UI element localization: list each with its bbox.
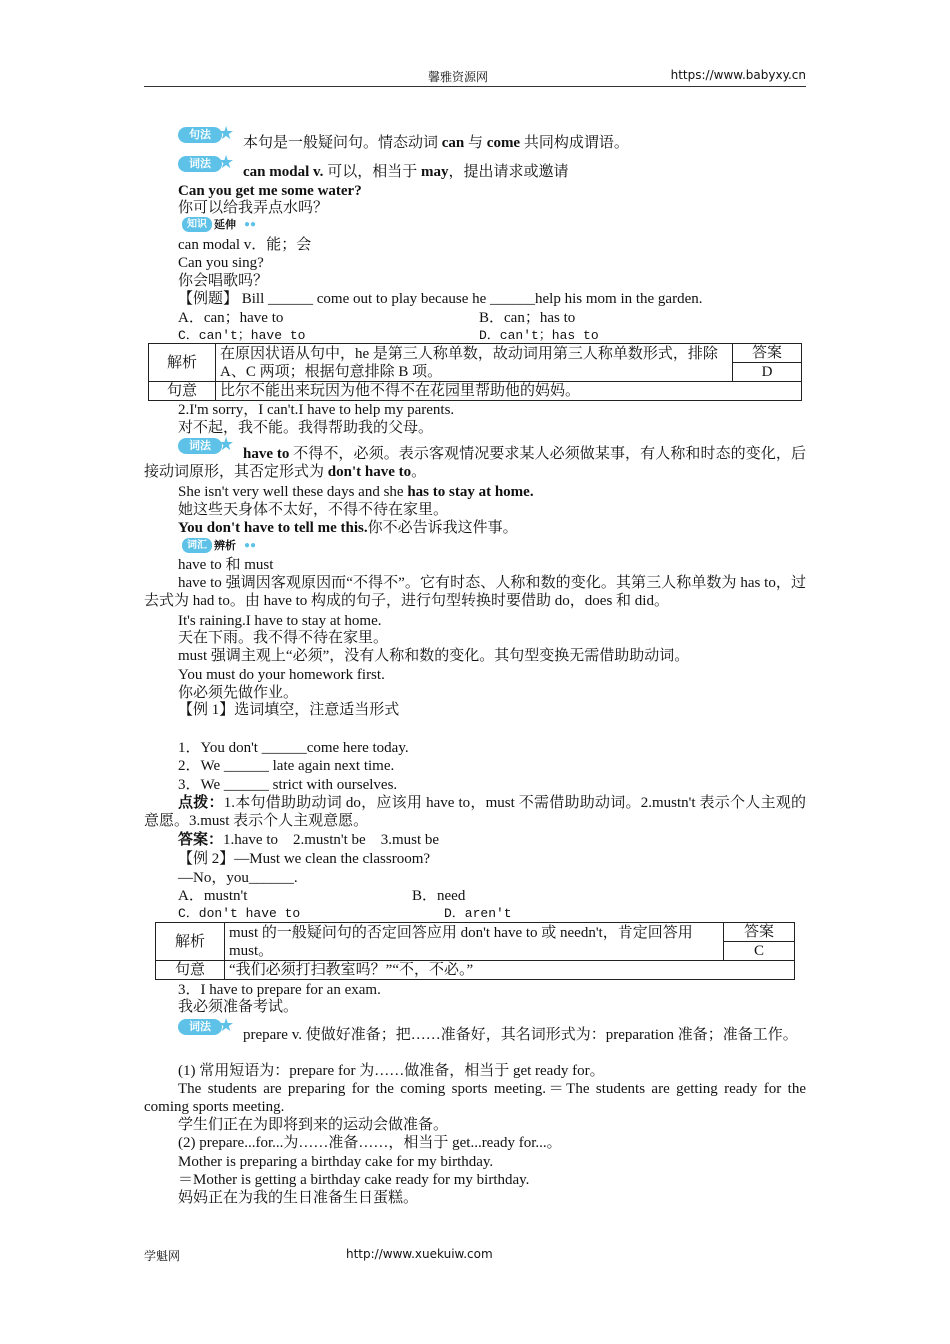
example-1-q1: 1．You don't ______come here today. <box>178 740 409 756</box>
cifa-tag-icon: 词法 ★ <box>178 155 236 173</box>
have-to-example-2: You don't have to tell me this.你不必告诉我这件事。 <box>178 520 518 536</box>
example-2-answer-line: —No，you______. <box>178 870 298 886</box>
cifa-text: can modal v. 可以，相当于 may，提出请求或邀请 <box>243 164 569 180</box>
sentence-3-en: 3．I have to prepare for an exam. <box>178 982 381 998</box>
table-answer: D <box>733 363 802 382</box>
extension-line-2: Can you sing? <box>178 255 264 271</box>
option-d: D．aren't <box>444 906 512 921</box>
prepare-phrase-2: (2) prepare...for...为……准备……，相当于 get...ready for...。 <box>178 1135 562 1151</box>
must-comparison: must 强调主观上“必须”，没有人称和数的变化。其句型变换无需借助助动词。 <box>178 648 690 664</box>
option-b: B．can；has to <box>479 310 576 326</box>
table-analysis: 在原因状语从句中，he 是第三人称单数，故动词用第三人称单数形式，排除 A、C 两项；根据句意排除 B 项。 <box>216 344 733 382</box>
jufa-text: 本句是一般疑问句。情态动词 can 与 come 共同构成谓语。 <box>243 135 629 151</box>
example-1-q3: 3．We ______ strict with ourselves. <box>178 777 398 793</box>
answer-table-2 <box>155 922 795 980</box>
example-1-title: 【例 1】选词填空，注意适当形式 <box>178 702 400 718</box>
jufa-tag-icon: 句法 ★ <box>178 126 236 144</box>
have-to-explanation: have to 不得不，必须。表示客观情况要求某人必须做某事，有人称和时态的变化，后接动词原形，其否定形式为 don't have to。 <box>144 446 806 480</box>
option-a: A．can；have to <box>178 310 284 326</box>
table-meaning: “我们必须打扫教室吗？”“不，不必。” <box>225 961 795 980</box>
have-to-example-1: She isn't very well these days and she has to stay at home. <box>178 484 534 500</box>
table-label-jiexi: 解析 <box>156 923 225 961</box>
cifa-tag-icon: 词法 ★ <box>178 1018 236 1036</box>
example-cn: 你可以给我弄点水吗？ <box>178 200 329 216</box>
option-b: B．need <box>412 888 466 904</box>
extension-line-3: 你会唱歌吗？ <box>178 273 269 289</box>
page-footer <box>144 1247 804 1264</box>
header-site-name: 馨雅资源网 <box>428 70 489 84</box>
prepare-explanation: prepare v. 使做好准备；把……准备好，其名词形式为：preparation 准备；准备工作。 <box>243 1027 798 1043</box>
option-a: A．mustn't <box>178 888 248 904</box>
answer-table-1 <box>148 343 802 401</box>
example-1-answer: 答案：1.have to 2.mustn't be 3.must be <box>178 832 440 848</box>
prepare-example-1-cn: 学生们正在为即将到来的运动会做准备。 <box>178 1117 449 1133</box>
have-to-comparison: have to 强调因客观原因而“不得不”。它有时态、人称和数的变化。其第三人称单数为 has to，过去式为 had to。由 have to 构成的句子，进行句型转换时要借助 do，does 和 did。 <box>144 575 806 609</box>
prepare-example-3-cn: 妈妈正在为我的生日准备生日蛋糕。 <box>178 1190 419 1206</box>
prepare-example-1: The students are preparing for the coming sports meeting.＝The students are getting ready for the coming sports meeting. <box>144 1081 806 1115</box>
sentence-2-cn: 对不起，我不能。我得帮助我的父母。 <box>178 420 434 436</box>
comparison-example-2: You must do your homework first. <box>178 667 385 683</box>
table-label-juyi: 句意 <box>149 382 216 401</box>
table-label-answer: 答案 <box>733 344 802 363</box>
table-answer: C <box>724 942 795 961</box>
table-analysis: must 的一般疑问句的否定回答应用 don't have to 或 needn't，肯定回答用 must。 <box>225 923 724 961</box>
cifa-tag-icon: 词法 ★ <box>178 437 236 455</box>
table-meaning: 比尔不能出来玩因为他不得不在花园里帮助他的妈妈。 <box>216 382 802 401</box>
example-en: Can you get me some water? <box>178 183 362 199</box>
example-question: 【例题】 Bill ______ come out to play because he ______help his mom in the garden. <box>178 291 703 307</box>
table-label-jiexi: 解析 <box>149 344 216 382</box>
table-label-juyi: 句意 <box>156 961 225 980</box>
zhishi-tag-icon: 知识 延伸 ●● <box>182 216 272 234</box>
example-1-q2: 2．We ______ late again next time. <box>178 758 395 774</box>
tip-text: 点拨：1.本句借助助动词 do，应该用 have to，must 不需借助助动词。2.mustn't 表示个人主观的意愿。3.must 表示个人主观意愿。 <box>144 795 806 829</box>
prepare-example-3: ＝Mother is getting a birthday cake ready for my birthday. <box>178 1172 530 1188</box>
option-d: D．can't；has to <box>479 328 599 343</box>
option-c: C．can't；have to <box>178 328 306 343</box>
table-label-answer: 答案 <box>724 923 795 942</box>
sentence-2-en: 2.I'm sorry，I can't.I have to help my parents. <box>178 402 455 418</box>
have-to-example-1-cn: 她这些天身体不太好，不得不待在家里。 <box>178 502 449 518</box>
prepare-example-2: Mother is preparing a birthday cake for my birthday. <box>178 1154 494 1170</box>
header-url[interactable]: https://www.babyxy.cn <box>670 68 806 82</box>
cihui-tag-icon: 词汇 辨析 ●● <box>182 537 272 555</box>
prepare-phrase-1: (1) 常用短语为：prepare for 为……做准备，相当于 get ready for。 <box>178 1063 605 1079</box>
page-header <box>144 66 806 87</box>
comparison-example-1-cn: 天在下雨。我不得不待在家里。 <box>178 630 389 646</box>
extension-line-1: can modal v．能；会 <box>178 237 312 253</box>
comparison-title: have to 和 must <box>178 557 274 573</box>
comparison-example-1: It's raining.I have to stay at home. <box>178 613 382 629</box>
sentence-3-cn: 我必须准备考试。 <box>178 999 299 1015</box>
example-2-question: 【例 2】—Must we clean the classroom? <box>178 851 431 867</box>
comparison-example-2-cn: 你必须先做作业。 <box>178 685 299 701</box>
option-c: C．don't have to <box>178 906 301 921</box>
footer-site-name: 学魁网 <box>144 1249 181 1263</box>
footer-url[interactable]: http://www.xuekuiw.com <box>346 1247 493 1261</box>
